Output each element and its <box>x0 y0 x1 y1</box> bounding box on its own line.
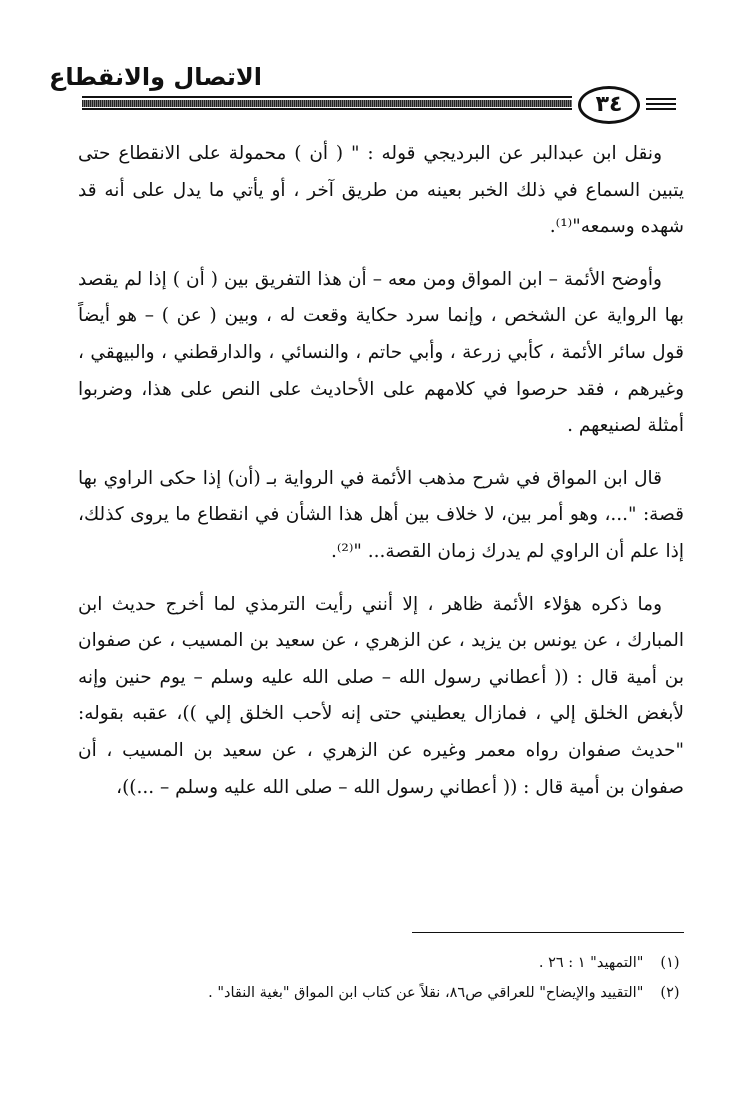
body-text <box>78 136 684 806</box>
footnote-divider <box>412 932 684 933</box>
paragraph: وأوضح الأئمة – ابن المواق ومن معه – أن هذا التفريق بين ( أن ) إذا لم يقصد بها الرواية عن الشخص ، وإنما سرد حكاية وقعت له ، وبين ( عن ) – هو أيضاً قول سائر الأئمة ، كأبي زرعة ، وأبي حاتم ، والنسائي ، والدارقطني ، والبيهقي ، وغيرهم ، فقد حرصوا في كلامهم على الأحاديث على النص على هذا، وضربوا أمثلة لصنيعهم . <box>78 268 684 437</box>
footnote-number: (١) <box>660 955 680 971</box>
footnote-text: "التقييد والإيضاح" للعراقي ص٨٦، نقلاً عن كتاب ابن المواق "بغية النقاد" . <box>208 985 644 1001</box>
paragraph: ونقل ابن عبدالبر عن البرديجي قوله : " ( أن ) محمولة على الانقطاع حتى يتبين السماع في ذلك الخبر بعينه من طريق آخر ، أو يأتي ما يدل على أنه قد شهده وسمعه"⁽¹⁾. <box>78 143 684 238</box>
footnote <box>78 948 684 978</box>
page-number: ٣٤ <box>578 86 640 124</box>
footnote-text: "التمهيد" ١ : ٢٦ . <box>538 955 644 971</box>
header-ornament <box>646 98 676 111</box>
paragraph: قال ابن المواق في شرح مذهب الأئمة في الرواية بـ (أن) إذا حكى الراوي بها قصة: "...، وهو أمر بين، لا خلاف بين أهل هذا الشأن في انقطاع ما يروى كذلك، إذا علم أن الراوي لم يدرك زمان القصة... "⁽²⁾. <box>78 467 684 562</box>
footnote <box>78 978 684 1008</box>
header-rule <box>82 96 572 110</box>
footnotes <box>78 948 684 1008</box>
paragraph: وما ذكره هؤلاء الأئمة ظاهر ، إلا أنني رأيت الترمذي لما أخرج حديث ابن المبارك ، عن يونس بن يزيد ، عن الزهري ، عن سعيد بن المسيب ، عن صفوان بن أمية قال : (( أعطاني رسول الله – صلى الله عليه وسلم – يوم حنين وإنه لأبغض الخلق إلي ، فمازال يعطيني حتى إنه لأحب الخلق إلي ))، عقبه بقوله: "حديث صفوان رواه معمر وغيره عن الزهري ، عن سعيد بن المسيب ، أن صفوان بن أمية قال : (( أعطاني رسول الله – صلى الله عليه وسلم – ...))، <box>78 593 684 798</box>
running-title: الاتصال والانقطاع <box>48 63 262 91</box>
footnote-number: (٢) <box>660 985 680 1001</box>
